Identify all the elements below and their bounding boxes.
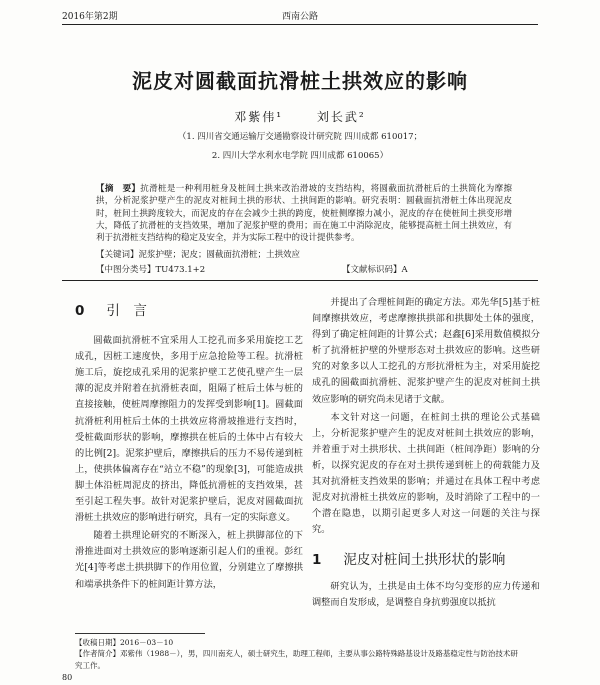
section-title: 泥皮对桩间土拱形状的影响 [343,552,506,569]
section-number: 1 [312,552,322,569]
abstract-text: 抗滑桩是一种利用桩身及桩间土拱来改治滑坡的支挡结构，将圆截面抗滑桩后的土拱简化为摩擦拱，分析泥浆护壁产生的泥皮对桩间土拱的形状、土拱间距的影响。研究表明：圆截面抗滑桩土体出现泥皮时，桩间土拱跨度较大，而泥皮的存在会减少土拱的跨度，使桩侧摩擦力减小，泥皮的存在使桩间土拱变形增大，降低了抗滑桩的支挡效果，增加了泥浆护壁的费用；而在施工中消除泥皮，能够提高桩土间土拱效应，有利于抗滑桩支挡结构的稳定及安全，并为实际工程中的设计提供参考。 [96,184,512,244]
section-number: 0 [75,303,85,319]
paragraph: 并提出了合理桩间距的确定方法。邓先华[5]基于桩间摩擦拱效应，考虑摩擦拱拱部和拱脚处土体的强度，得到了确定桩间距的计算公式；赵鑫[6]采用数值模拟分析了抗滑桩护壁的外壁形态对土拱效应的影响。这些研究的对象多以人工挖孔的方形抗滑桩为主，对采用旋挖成孔的圆截面抗滑桩、泥浆护壁产生的泥皮对桩间土拱效应影响的研究尚未见诸于文献。 [312,297,540,405]
issue-label: 2016年第2期 [62,12,118,22]
clc-value: TU473.1+2 [155,265,206,275]
left-column [75,295,303,593]
affiliation-2: 2. 四川大学水利水电学院 四川成都 610065） [211,151,389,161]
page-number: 80 [62,673,73,682]
section-heading-1 [312,552,540,568]
author-1: 邓紫伟¹ [234,110,284,124]
footnotes [75,637,525,671]
keywords-label: 【关键词】 [96,250,139,260]
abstract-rule [62,280,538,281]
footnote-received: 【收稿日期】2016－03－10 [75,638,174,647]
doc-code [342,263,408,275]
footnote-rule [75,633,205,634]
paragraph: 圆截面抗滑桩不宜采用人工挖孔而多采用旋挖工艺成孔，因桩工速度快，多用于应急抢险等工程。抗滑桩施工后，旋挖成孔采用的泥浆护壁工艺使孔壁产生一层薄的泥皮并附着在抗滑桩表面，阻隔了桩后土体与桩的直接接触，使桩周摩擦阻力的发挥受到影响[1]。圆截面抗滑桩利用桩后土体的土拱效应将滑坡推进行支挡时，受桩截面形状的影响，摩擦拱在桩后的土体中占有较大的比例[2]。泥浆护壁后，摩擦拱后的压力不易传递到桩上，使拱体偏离存在“站立不稳”的现象[3]，可能造成拱脚土体沿桩周泥皮的挤出，降低抗滑桩的支挡效果，甚至引起工程失事。故针对泥浆护壁后，泥皮对圆截面抗滑桩土拱效应的影响进行研究，具有一定的实际意义。 [75,335,303,524]
running-header [62,9,538,23]
keywords-text: 泥浆护壁；泥皮；圆截面抗滑桩；土拱效应 [138,250,301,260]
abstract-label: 【摘 要】 [96,184,141,194]
header-rule [62,24,538,25]
footnote-author-bio: 【作者简介】邓紫伟（1988－），男，四川南充人，硕士研究生，助理工程师，主要从事公路特殊路基设计及路基稳定性与防治技术研究工作。 [75,649,518,670]
doc-code-value: A [401,265,408,275]
affiliation-1: （1. 四川省交通运输厅交通勘察设计研究院 四川成都 610017； [177,132,423,142]
abstract [96,183,512,245]
paragraph: 随着土拱理论研究的不断深入，桩上拱脚部位的下滑推进面对土拱效应的影响逐渐引起人们的重视。彭红光[4]等考虑土拱拱脚下的作用位置，分别建立了摩擦拱和端承拱条件下的桩间距计算方法， [75,530,303,590]
keywords [96,248,512,260]
author-line [0,108,600,125]
section-title: 引 言 [106,303,147,319]
paragraph: 研究认为，土拱是由土体不均匀变形的应力传递和调整而自发形成，是调整自身抗剪强度以抵抗 [312,580,540,608]
paper-title: 泥皮对圆截面抗滑桩土拱效应的影响 [132,69,468,93]
paragraph: 本文针对这一问题，在桩间土拱的理论公式基础上，分析泥浆护壁产生的泥皮对桩间土拱效应的影响，并着重于对土拱形状、土拱间距（桩间净距）影响的分析，以探究泥皮的存在对土拱传递到桩上的荷载能力及其对抗滑桩支挡效果的影响；并通过在具体工程中考虑泥皮对抗滑桩土拱效应的影响，及时消除了工程中的一个潜在隐患，以期引起更多人对这一问题的关注与探究。 [312,411,540,536]
author-2: 刘长武² [316,110,366,124]
doc-code-label: 【文献标识码】 [342,265,402,275]
classification-line [96,263,512,275]
journal-name: 西南公路 [281,12,319,22]
right-column [312,295,540,611]
section-heading-intro [75,303,303,319]
clc-label: 【中图分类号】 [96,265,156,275]
